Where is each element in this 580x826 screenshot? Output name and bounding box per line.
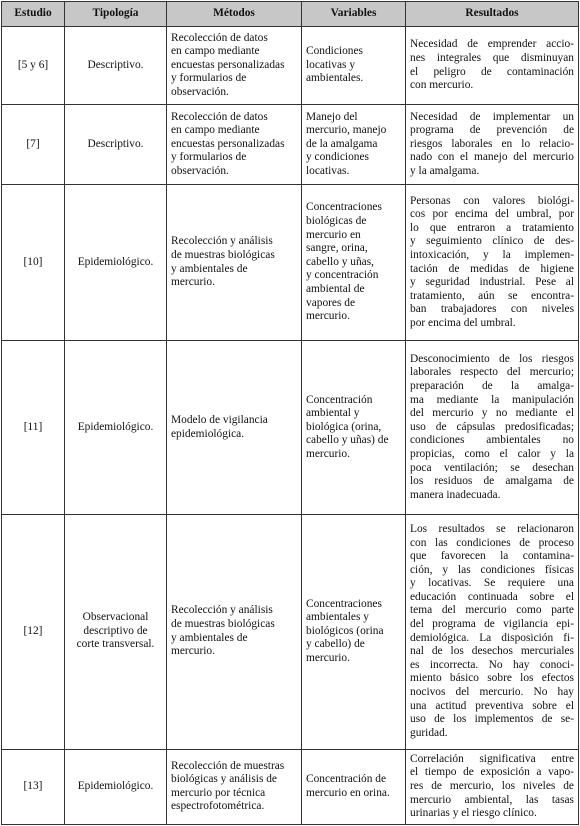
header-resultados: Resultados [406, 2, 579, 27]
cell-line: ambiental y [306, 407, 360, 420]
cell-line: ción, y las condiciones físicas [410, 563, 574, 576]
cell-line: Epidemiológico. [77, 780, 154, 793]
studies-table [1, 1, 579, 825]
cell-line: mercurio por técnica [171, 786, 266, 799]
cell-line: res de mercurio, los niveles de [410, 780, 574, 793]
cell-line: Modelo de vigilancia [171, 413, 268, 426]
cell-variables [302, 514, 406, 749]
cell-line: encuestas personalizadas [171, 58, 285, 71]
cell-line: demiológica. La disposición fi- [410, 631, 574, 644]
cell-estudio: [5 y 6] [2, 27, 65, 105]
cell-line: riesgos laborales en lo relacio- [410, 137, 574, 150]
cell-line: mercurio. [171, 645, 215, 658]
cell-line: nocivos del mercurio. No hay [410, 686, 574, 699]
cell-line: programa de prevención de [410, 124, 574, 137]
cell-line: poca ventilación; se desechan [410, 461, 574, 474]
cell-line: de la amalgama [306, 137, 378, 150]
cell-line: Recolección de datos [171, 110, 268, 123]
cell-line: mercurio en [306, 228, 361, 241]
table-row [2, 749, 579, 824]
cell-line: y seguimiento clínico de des- [410, 235, 574, 248]
cell-variables [302, 27, 406, 105]
cell-line: el tiempo de exposición a vapo- [410, 766, 574, 779]
cell-resultados [406, 514, 579, 749]
cell-line: observación. [171, 164, 229, 177]
cell-line: observación. [171, 86, 229, 99]
cell-line: ambiental de [306, 282, 365, 295]
cell-line: guridad. [410, 726, 448, 739]
cell-line: Correlación significativa entre [410, 752, 574, 765]
header-tipologia: Tipología [65, 2, 167, 27]
cell-line: y la amalgama. [410, 164, 480, 177]
cell-variables [302, 105, 406, 184]
cell-metodos [167, 749, 302, 824]
cell-line: de muestras biológicas [171, 618, 275, 631]
cell-line: en campo mediante [171, 124, 260, 137]
cell-line: nal de los desechos mercuriales [410, 645, 574, 658]
cell-line: y formularios de [171, 72, 247, 85]
cell-line: y condiciones [306, 151, 369, 164]
cell-line: ban trabajadores con niveles [410, 303, 574, 316]
cell-line: Manejo del [306, 110, 358, 123]
cell-line: mercurio. [306, 652, 350, 665]
cell-line: Descriptivo. [87, 137, 144, 150]
cell-line: mercurio. [306, 447, 350, 460]
cell-line: Condiciones [306, 45, 363, 58]
cell-metodos [167, 105, 302, 184]
cell-line: una actitud preventiva sobre el [410, 699, 574, 712]
cell-line: Necesidad de emprender accio- [410, 38, 574, 51]
cell-line: que favorecen la contamina- [410, 550, 574, 563]
cell-line: educación continuada sobre el [410, 590, 574, 603]
cell-line: biológica (orina, [306, 420, 382, 433]
cell-metodos [167, 184, 302, 341]
cell-line: condiciones ambientales no [410, 434, 574, 447]
cell-line: descriptivo de [83, 624, 148, 637]
cell-line: del programa de vigilancia epi- [410, 618, 574, 631]
cell-line: con mercurio. [410, 79, 474, 92]
cell-line: Descriptivo. [87, 58, 144, 71]
cell-line: y ambientales de [171, 262, 248, 275]
cell-line: locativas. [306, 164, 350, 177]
cell-estudio: [13] [2, 749, 65, 824]
cell-line: Desconocimiento de los riesgos [410, 352, 574, 365]
cell-line: laborales respecto del mercurio; [410, 366, 574, 379]
table-header-row [2, 2, 579, 27]
cell-line: corte transversal. [76, 638, 155, 651]
cell-line: manera inadecuada. [410, 488, 501, 501]
cell-estudio: [11] [2, 341, 65, 514]
cell-line: Personas con valores biológi- [410, 194, 574, 207]
cell-line: tación de medidas de higiene [410, 262, 574, 275]
cell-line: espectrofotométrica. [171, 800, 265, 813]
cell-resultados [406, 184, 579, 341]
cell-line: tratamiento, aún se encontra- [410, 289, 574, 302]
cell-resultados [406, 105, 579, 184]
table-body [2, 27, 579, 825]
cell-line: nes integrales que disminuyan [410, 52, 574, 65]
cell-metodos [167, 341, 302, 514]
cell-line: lo que entraron a tratamiento [410, 221, 574, 234]
cell-tipologia [65, 341, 167, 514]
header-variables: Variables [302, 2, 406, 27]
cell-line: cabello y uñas, [306, 255, 375, 268]
cell-line: los residuos de amalgama de [410, 475, 574, 488]
cell-line: y locativas. Se requiere una [410, 577, 574, 590]
cell-tipologia [65, 27, 167, 105]
cell-line: locativas y [306, 58, 356, 71]
cell-tipologia [65, 184, 167, 341]
cell-line: cabello y uñas) de [306, 434, 389, 447]
header-estudio: Estudio [2, 2, 65, 27]
table-row [2, 341, 579, 514]
cell-resultados [406, 341, 579, 514]
cell-line: el peligro de contaminación [410, 65, 574, 78]
cell-line: Recolección de muestras [171, 759, 285, 772]
cell-line: cos por encima del umbral, por [410, 208, 574, 221]
cell-line: ambientales y [306, 611, 369, 624]
cell-line: Recolección de datos [171, 31, 268, 44]
cell-tipologia [65, 749, 167, 824]
header-metodos: Métodos [167, 2, 302, 27]
cell-line: ma mediante la manipulación [410, 393, 574, 406]
cell-line: miento básico sobre los efectos [410, 672, 574, 685]
cell-line: vapores de [306, 296, 356, 309]
cell-resultados [406, 749, 579, 824]
table-row [2, 105, 579, 184]
cell-line: mercurio, manejo [306, 124, 387, 137]
cell-line: Concentraciones [306, 201, 382, 214]
cell-estudio: [12] [2, 514, 65, 749]
cell-variables [302, 749, 406, 824]
cell-line: uso de los implementos de se- [410, 713, 574, 726]
cell-line: y seguridad industrial. Pese al [410, 276, 574, 289]
cell-line: Concentraciones [306, 597, 382, 610]
cell-line: ambientales. [306, 72, 364, 85]
cell-line: encuestas personalizadas [171, 137, 285, 150]
cell-line: y concentración [306, 269, 379, 282]
cell-line: biológicas de [306, 214, 367, 227]
cell-metodos [167, 27, 302, 105]
cell-line: Recolección y análisis [171, 604, 273, 617]
cell-line: en campo mediante [171, 45, 260, 58]
cell-line: Recolección y análisis [171, 235, 273, 248]
cell-line: mercurio en orina. [306, 786, 390, 799]
cell-line: Concentración de [306, 773, 387, 786]
cell-line: Observacional [82, 611, 149, 624]
table-row [2, 184, 579, 341]
cell-metodos [167, 514, 302, 749]
cell-line: biológicas y análisis de [171, 773, 277, 786]
cell-line: biológicos (orina [306, 624, 384, 637]
cell-line: sangre, orina, [306, 242, 368, 255]
cell-line: propicias, como el calor y la [410, 447, 574, 460]
cell-variables [302, 341, 406, 514]
cell-line: preparación de la amalga- [410, 379, 574, 392]
cell-tipologia [65, 514, 167, 749]
cell-line: urinarias y el riesgo clínico. [410, 807, 537, 820]
cell-line: mercurio ambiental, las tasas [410, 793, 574, 806]
cell-variables [302, 184, 406, 341]
cell-line: nado con el manejo del mercurio [410, 151, 574, 164]
cell-line: de muestras biológicas [171, 248, 275, 261]
cell-line: y cabello) de [306, 638, 365, 651]
cell-line: uso de cápsulas predosificadas; [410, 420, 574, 433]
cell-estudio: [10] [2, 184, 65, 341]
cell-line: epidemiológica. [171, 427, 245, 440]
cell-resultados [406, 27, 579, 105]
cell-line: y formularios de [171, 151, 247, 164]
cell-line: por encima del umbral. [410, 316, 516, 329]
table-row [2, 514, 579, 749]
cell-estudio: [7] [2, 105, 65, 184]
cell-line: mercurio. [306, 310, 350, 323]
cell-line: con las condiciones de proceso [410, 536, 574, 549]
cell-line: tema del mercurio como parte [410, 604, 574, 617]
cell-line: Epidemiológico. [77, 255, 154, 268]
cell-line: intoxicación, y la implemen- [410, 248, 574, 261]
cell-line: del mercurio y no mediante el [410, 407, 574, 420]
cell-line: y ambientales de [171, 631, 248, 644]
cell-tipologia [65, 105, 167, 184]
cell-line: es incorrecta. No hay conoci- [410, 658, 574, 671]
table-row [2, 27, 579, 105]
cell-line: mercurio. [171, 276, 215, 289]
cell-line: Los resultados se relacionaron [410, 522, 574, 535]
cell-line: Necesidad de implementar un [410, 110, 574, 123]
cell-line: Epidemiológico. [77, 420, 154, 433]
cell-line: Concentración [306, 393, 373, 406]
